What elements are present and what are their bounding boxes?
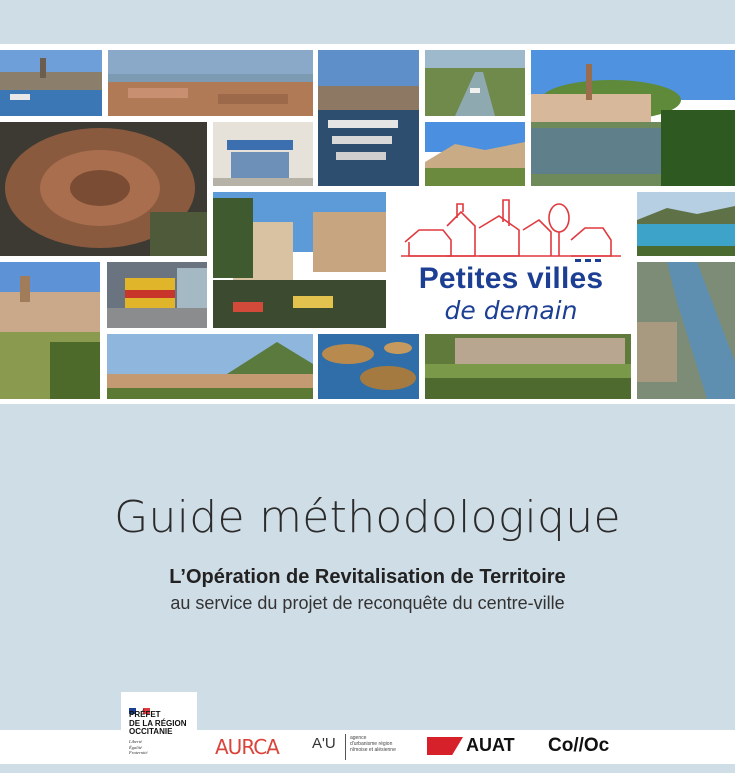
photo-market-square: [213, 192, 386, 328]
village-skyline-icon: [399, 196, 623, 266]
bottom-band: [0, 764, 735, 773]
photo-canal-du-midi: [425, 50, 525, 116]
au-description: agence d'urbanisme région nîmoise et alésienne: [350, 735, 396, 753]
page-title: Guide méthodologique: [114, 492, 621, 543]
photo-harbor-village: [0, 50, 102, 116]
subtitle-line-2: au service du projet de reconquête du centre-ville: [170, 593, 565, 613]
photo-yellow-train: [107, 262, 207, 328]
au-separator: [345, 734, 346, 760]
aurca-logo: AURCA: [215, 735, 279, 759]
au-logo: A'U: [312, 735, 336, 752]
auat-logo: AUAT: [466, 735, 515, 755]
republic-motto: Liberté Égalité Fraternité: [129, 739, 148, 755]
french-flag-icon: [129, 701, 151, 707]
logo-subtitle: de demain: [444, 296, 578, 325]
photo-aerial-river-town: [637, 262, 735, 399]
colloc-logo: Co//Oc: [548, 735, 610, 756]
photo-lake-hills: [637, 192, 735, 256]
photo-canal-boats: [318, 50, 419, 186]
photo-hilltop-village: [425, 122, 525, 186]
logo-title: Petites villes: [418, 262, 604, 295]
photo-shop-front: [213, 122, 313, 186]
photo-village-vineyards: [0, 262, 100, 399]
subtitle-line-1: L’Opération de Revitalisation de Territoire: [169, 566, 566, 588]
prefet-occitanie-logo: [121, 692, 197, 764]
photo-fortified-town-aerial: [425, 334, 631, 399]
top-band: [0, 0, 735, 44]
photo-wetlands: [318, 334, 419, 399]
petites-villes-logo: [391, 192, 631, 330]
prefet-label: PRÉFET DE LA RÉGION OCCITANIE: [129, 710, 187, 736]
photo-village-mountain: [107, 334, 313, 399]
photo-aerial-circular-village: [0, 122, 207, 256]
photo-rooftops-coast: [108, 50, 313, 116]
photo-river-village-church: [531, 50, 735, 186]
